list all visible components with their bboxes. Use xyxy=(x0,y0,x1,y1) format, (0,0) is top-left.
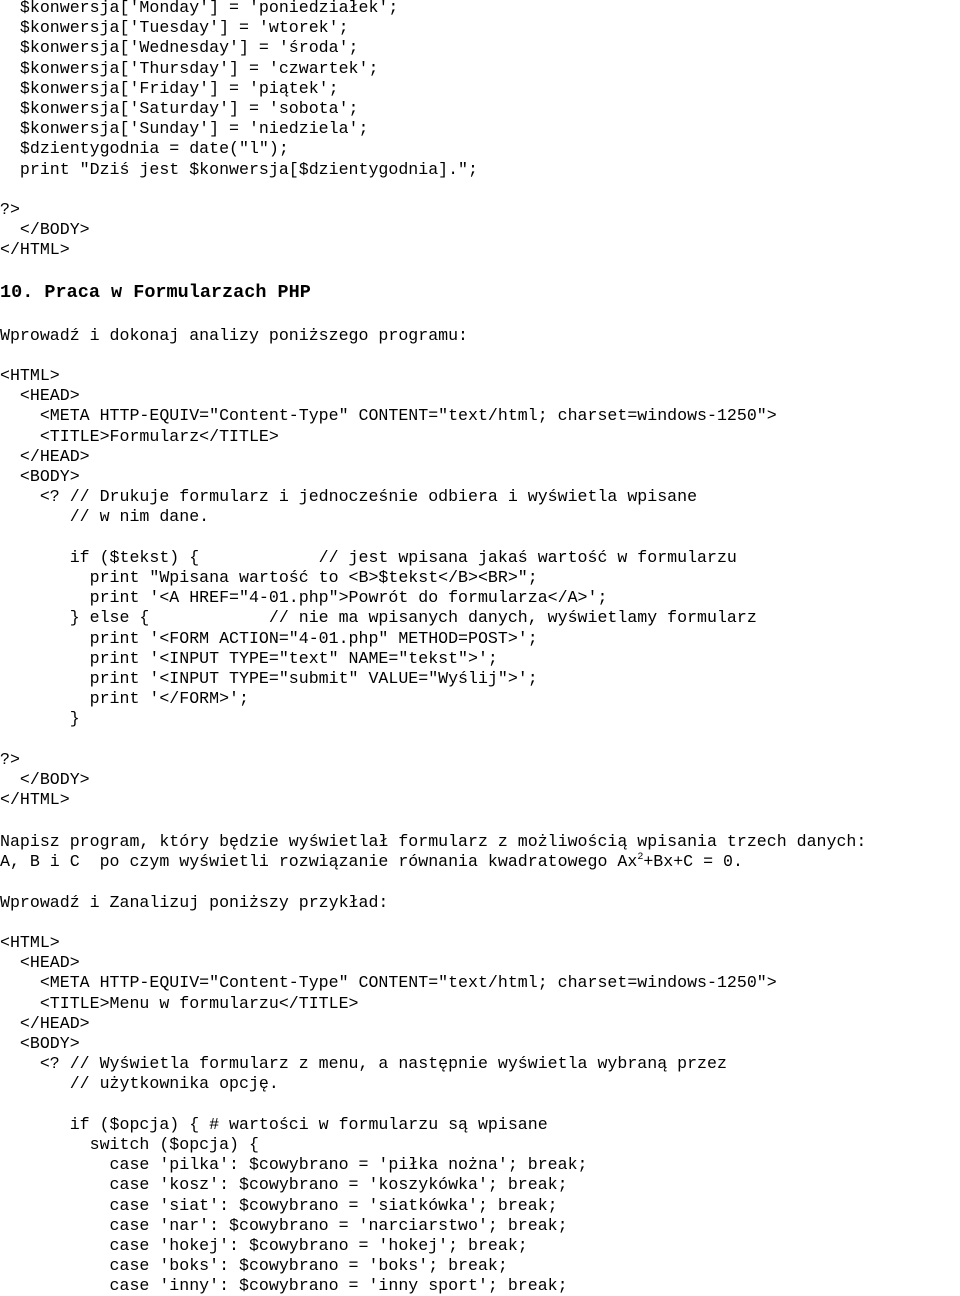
code-line: </HEAD> xyxy=(0,1013,90,1033)
code-line: if ($opcja) { # wartości w formularzu są wpisane xyxy=(0,1114,548,1134)
code-line: } xyxy=(0,709,80,729)
code-line: $konwersja['Wednesday'] = 'środa'; xyxy=(0,38,359,58)
code-line: $konwersja['Sunday'] = 'niedziela'; xyxy=(0,119,369,139)
code-line: <TITLE>Formularz</TITLE> xyxy=(0,426,279,446)
code-line: </BODY> xyxy=(0,770,90,789)
code-line: </HEAD> xyxy=(0,446,90,466)
code-line: <TITLE>Menu w formularzu</TITLE> xyxy=(0,993,359,1013)
code-line: $konwersja['Monday'] = 'poniedziałek'; xyxy=(0,0,399,17)
code-line: switch ($opcja) { xyxy=(0,1135,259,1154)
code-line: print '<A HREF="4-01.php">Powrót do formularza</A>'; xyxy=(0,588,608,608)
code-line: <HTML> xyxy=(0,933,60,952)
code-line: <HTML> xyxy=(0,366,60,385)
code-line: print '</FORM>'; xyxy=(0,689,249,709)
section-heading: 10. Praca w Formularzach PHP xyxy=(0,282,311,303)
code-line: $dzientygodnia = date("l"); xyxy=(0,139,289,159)
code-line: case 'kosz': $cowybrano = 'koszykówka'; break; xyxy=(0,1175,568,1195)
task-paragraph-line-2 xyxy=(0,852,743,872)
code-line: case 'hokej': $cowybrano = 'hokej'; break; xyxy=(0,1236,528,1255)
code-line: $konwersja['Thursday'] = 'czwartek'; xyxy=(0,58,379,78)
code-line: // w nim dane. xyxy=(0,507,210,527)
code-line: case 'siat': $cowybrano = 'siatkówka'; break; xyxy=(0,1195,558,1215)
code-line: $konwersja['Saturday'] = 'sobota'; xyxy=(0,99,359,118)
code-line: } else { // nie ma wpisanych danych, wyświetlamy formularz xyxy=(0,608,757,628)
code-line: print "Wpisana wartość to <B>$tekst</B><BR>"; xyxy=(0,568,538,587)
code-line: ?> xyxy=(0,749,20,769)
code-line: print '<FORM ACTION="4-01.php" METHOD=POST>'; xyxy=(0,628,538,648)
code-line: // użytkownika opcję. xyxy=(0,1074,279,1094)
code-line: <META HTTP-EQUIV="Content-Type" CONTENT="text/html; charset=windows-1250"> xyxy=(0,973,777,993)
code-line: <HEAD> xyxy=(0,386,80,406)
code-line: <META HTTP-EQUIV="Content-Type" CONTENT="text/html; charset=windows-1250"> xyxy=(0,406,777,426)
code-line: print '<INPUT TYPE="submit" VALUE="Wyślij">'; xyxy=(0,669,538,688)
code-line: <? // Drukuje formularz i jednocześnie odbiera i wyświetla wpisane xyxy=(0,487,698,507)
code-line: print "Dziś jest $konwersja[$dzientygodnia]."; xyxy=(0,159,478,179)
intro-paragraph-1: Wprowadź i dokonaj analizy poniższego programu: xyxy=(0,326,469,345)
code-line: case 'nar': $cowybrano = 'narciarstwo'; break; xyxy=(0,1215,568,1235)
code-line: <? // Wyświetla formularz z menu, a następnie wyświetla wybraną przez xyxy=(0,1054,727,1074)
code-line: $konwersja['Friday'] = 'piątek'; xyxy=(0,78,339,98)
code-line: </HTML> xyxy=(0,240,70,260)
intro-paragraph-2: Wprowadź i Zanalizuj poniższy przykład: xyxy=(0,893,389,912)
code-line: <BODY> xyxy=(0,1034,80,1053)
code-line: </HTML> xyxy=(0,790,70,810)
code-line: case 'boks': $cowybrano = 'boks'; break; xyxy=(0,1256,508,1276)
code-line: print '<INPUT TYPE="text" NAME="tekst">'; xyxy=(0,648,498,668)
code-line: <HEAD> xyxy=(0,953,80,973)
code-line: <BODY> xyxy=(0,467,80,486)
code-line: </BODY> xyxy=(0,220,90,240)
code-line: $konwersja['Tuesday'] = 'wtorek'; xyxy=(0,18,349,38)
exponent: 2 xyxy=(637,852,644,863)
code-line: case 'pilka': $cowybrano = 'piłka nożna'; break; xyxy=(0,1155,588,1175)
code-line: case 'inny': $cowybrano = 'inny sport'; break; xyxy=(0,1276,568,1296)
task-paragraph-line-1: Napisz program, który będzie wyświetlał formularz z możliwością wpisania trzech danych: xyxy=(0,832,867,851)
code-line: if ($tekst) { // jest wpisana jakaś wartość w formularzu xyxy=(0,547,737,567)
code-line: ?> xyxy=(0,200,20,219)
task-text-a: A, B i C po czym wyświetli rozwiązanie równania kwadratowego Ax xyxy=(0,852,638,871)
task-text-b: +Bx+C = 0. xyxy=(643,852,743,871)
